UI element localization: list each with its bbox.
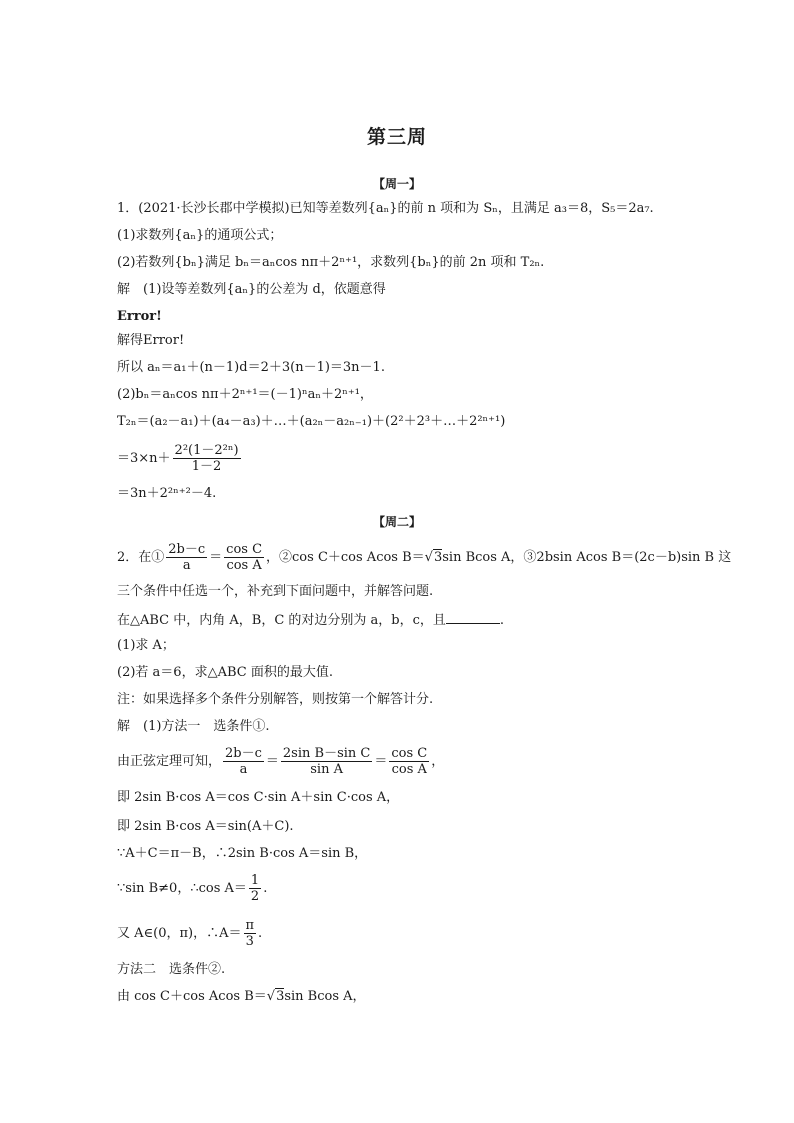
q2-law-eq-1: ＝ bbox=[265, 754, 279, 769]
q1-part1: (1)求数列{aₙ}的通项公式； bbox=[117, 228, 283, 243]
q1-fraction bbox=[173, 443, 241, 474]
q1-T-line: T₂ₙ＝(a₂－a₁)＋(a₄－a₃)＋…＋(a₂ₙ－a₂ₙ₋₁)＋(2²＋2³＋…＋2²ⁿ⁺¹) bbox=[117, 414, 506, 429]
q2-step3: ∵A＋C＝π－B，∴2sin B·cos A＝sin B， bbox=[117, 846, 368, 861]
q2-law-frac-2 bbox=[281, 746, 372, 777]
q2-step4-prefix: ∵sin B≠0，∴cos A＝ bbox=[117, 881, 247, 896]
q2-step5 bbox=[117, 918, 262, 949]
q2-method2-line: 由 cos C＋cos Acos B＝√3sin Bcos A， bbox=[117, 989, 366, 1004]
q2-step1: 即 2sin B·cos A＝cos C·sin A＋sin C·cos A， bbox=[117, 790, 400, 805]
q2-sine-law-line bbox=[117, 746, 444, 777]
q2-step4-den: 2 bbox=[250, 889, 260, 904]
q2-law-end: ， bbox=[431, 754, 445, 769]
q2-law-eq-2: ＝ bbox=[374, 754, 388, 769]
q1-final: ＝3n＋2²ⁿ⁺²－4. bbox=[117, 486, 217, 501]
q1-an-result: 所以 aₙ＝a₁＋(n－1)d＝2＋3(n－1)＝3n－1. bbox=[117, 360, 385, 375]
q1-fraction-line bbox=[117, 443, 243, 474]
q2-line3-end: . bbox=[499, 613, 505, 628]
q1-error-2: 解得Error! bbox=[117, 333, 185, 348]
q1-part2: (2)若数列{bₙ}满足 bₙ＝aₙcos nπ＋2ⁿ⁺¹，求数列{bₙ}的前 2n 项和 T₂ₙ. bbox=[117, 255, 545, 270]
q2-conditions: 2．在① $\frac{2b-c}{a}$ ＝ $\frac{\text{cos C}}{\text{cos A}}$ ，②cos C＋cos Acos B＝√3sin Bcos A，③2bsin Acos B＝(2c－b)sin B 这 bbox=[117, 542, 732, 573]
q2-law-f2d: sin A bbox=[310, 762, 343, 777]
q2-step4-end: . bbox=[263, 881, 268, 896]
q2-line2: 三个条件中任选一个，补充到下面问题中，并解答问题. bbox=[117, 584, 434, 599]
q2-solution-intro: 解 (1)方法一 选条件①. bbox=[117, 719, 270, 734]
q2-part1: (1)求 A； bbox=[117, 638, 175, 653]
section-monday: 【周一】 bbox=[372, 177, 421, 191]
q1-frac-num: 2²(1－2²ⁿ) bbox=[174, 443, 239, 458]
q2-m2-sqrt: 3 bbox=[276, 989, 285, 1004]
q2-cond2-sqrt: 3 bbox=[433, 550, 443, 565]
q2-c1-num: 2b－c bbox=[168, 542, 206, 557]
q2-line3-text: 在△ABC 中，内角 A，B，C 的对边分别为 a，b，c，且 bbox=[117, 613, 446, 628]
q2-law-f1n: 2b－c bbox=[225, 746, 262, 761]
q2-c1-den: a bbox=[182, 558, 191, 573]
q2-law-f3n: cos C bbox=[391, 746, 428, 761]
section-tuesday: 【周二】 bbox=[372, 515, 421, 529]
q2-law-frac-1 bbox=[223, 746, 264, 777]
q2-cond2-b: sin Bcos A，③2bsin Acos B＝(2c－b)sin B 这 bbox=[442, 550, 732, 565]
q1-frac-den: 1－2 bbox=[191, 459, 222, 474]
q2-method2-title: 方法二 选条件②. bbox=[117, 962, 226, 977]
q1-stem: 1．(2021·长沙长郡中学模拟)已知等差数列{aₙ}的前 n 项和为 Sₙ，且满足 a₃＝8，S₅＝2a₇. bbox=[117, 201, 654, 216]
q2-note: 注：如果选择多个条件分别解答，则按第一个解答计分. bbox=[117, 692, 434, 707]
q2-law-frac-3 bbox=[389, 746, 429, 777]
q2-blank bbox=[446, 611, 500, 624]
q2-law-f2n: 2sin B－sin C bbox=[282, 746, 371, 761]
q2-step5-num: π bbox=[245, 918, 255, 933]
q2-step5-frac bbox=[244, 918, 257, 949]
q2-step5-den: 3 bbox=[245, 934, 254, 949]
q2-c1-eq: ＝ bbox=[209, 550, 223, 565]
q2-step5-end: . bbox=[258, 926, 263, 941]
q2-cond-lead: 2．在① bbox=[117, 550, 165, 565]
q2-c1-den2: cos A bbox=[226, 558, 262, 573]
q2-step4-num: 1 bbox=[250, 873, 260, 888]
q2-m2-b: sin Bcos A， bbox=[284, 989, 366, 1004]
q2-law-f1d: a bbox=[239, 762, 248, 777]
q2-cond1-frac-b bbox=[224, 542, 264, 573]
q2-m2-a: 由 cos C＋cos Acos B＝ bbox=[117, 989, 267, 1004]
q2-c1-num2: cos C bbox=[226, 542, 263, 557]
q2-part2: (2)若 a＝6，求△ABC 面积的最大值. bbox=[117, 665, 333, 680]
q2-law-f3d: cos A bbox=[391, 762, 427, 777]
q2-step4 bbox=[117, 873, 267, 904]
q1-bn-line: (2)bₙ＝aₙcos nπ＋2ⁿ⁺¹＝(－1)ⁿaₙ＋2ⁿ⁺¹， bbox=[117, 387, 373, 402]
page-title: 第三周 bbox=[366, 126, 427, 148]
q1-frac-prefix: ＝3×n＋ bbox=[117, 451, 171, 466]
q2-law-prefix: 由正弦定理可知， bbox=[117, 754, 222, 769]
q2-step2: 即 2sin B·cos A＝sin(A＋C). bbox=[117, 819, 294, 834]
q1-solution-intro: 解 (1)设等差数列{aₙ}的公差为 d，依题意得 bbox=[117, 282, 386, 297]
q2-cond1-frac-a bbox=[166, 542, 207, 573]
q2-step5-prefix: 又 A∈(0，π)，∴A＝ bbox=[117, 926, 242, 941]
q1-error-1: Error! bbox=[117, 309, 162, 324]
q2-cond2-a: ，②cos C＋cos Acos B＝ bbox=[266, 550, 425, 565]
q2-line3 bbox=[117, 611, 504, 629]
q2-step4-frac bbox=[249, 873, 261, 904]
